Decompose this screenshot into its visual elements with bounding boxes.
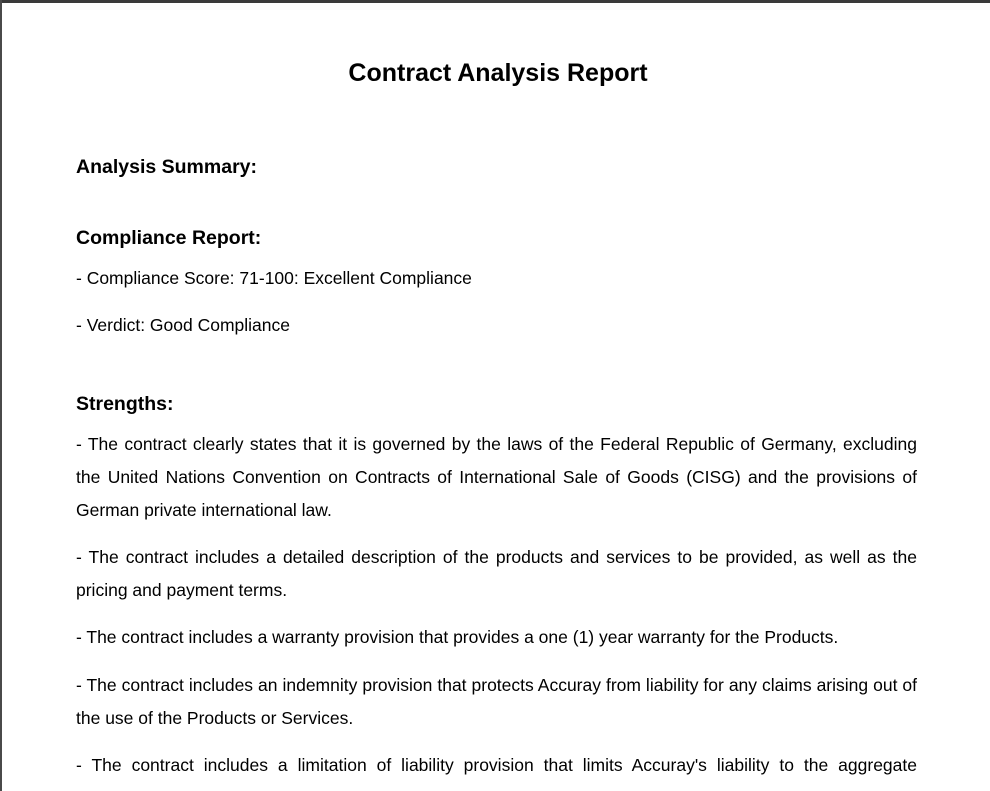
page-title: Contract Analysis Report bbox=[348, 59, 648, 87]
strength-item-indemnity: - The contract includes an indemnity provision that protects Accuray from liability for any claims arising out of the use of the Products or Services. bbox=[76, 675, 917, 728]
document-page bbox=[2, 3, 990, 791]
compliance-score-line: - Compliance Score: 71-100: Excellent Compliance bbox=[76, 268, 472, 288]
strength-item-warranty: - The contract includes a warranty provision that provides a one (1) year warranty for the Products. bbox=[76, 627, 839, 647]
analysis-summary-heading: Analysis Summary: bbox=[76, 156, 257, 178]
strength-item-description-pricing: - The contract includes a detailed description of the products and services to be provided, as well as the pricing and payment terms. bbox=[76, 547, 917, 600]
strength-item-limitation-liability: - The contract includes a limitation of liability provision that limits Accuray's liability to the aggregate bbox=[76, 755, 917, 775]
strength-item-governing-law: - The contract clearly states that it is governed by the laws of the Federal Republic of Germany, excluding the United Nations Convention on Contracts of International Sale of Goods (CISG) and the provisions of German private international law. bbox=[76, 434, 917, 520]
compliance-report-heading: Compliance Report: bbox=[76, 227, 262, 249]
verdict-line: - Verdict: Good Compliance bbox=[76, 315, 290, 335]
strengths-heading: Strengths: bbox=[76, 393, 174, 415]
